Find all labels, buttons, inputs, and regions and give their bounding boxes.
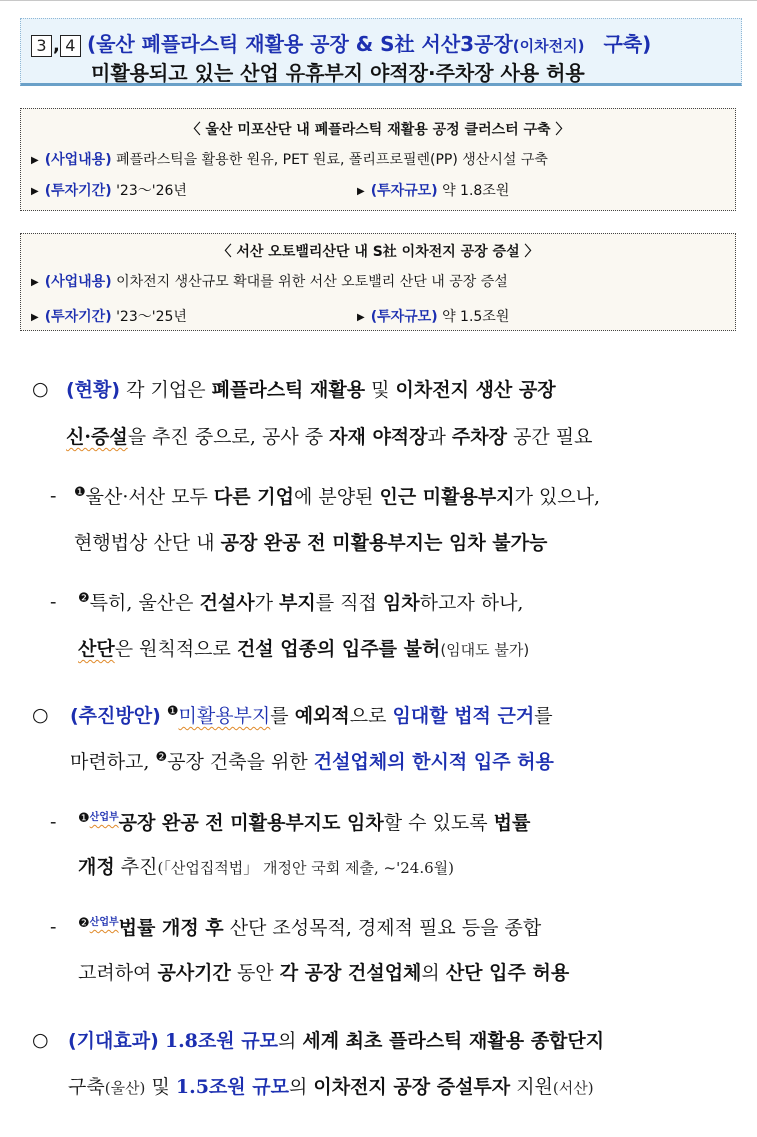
box-row-content: ▶ (사업내용) 폐플라스틱을 활용한 원유, PET 원료, 폴리프로필렌(PP) 생산시설 구축 [31, 152, 548, 168]
sub-item-4-line-1: $^{❷산업부}$법률 개정 후 산단 조성목적, 경제적 필요 등을 종합 [78, 916, 542, 939]
plan-tag: (추진방안) [70, 705, 161, 727]
header-title: (울산 폐플라스틱 재활용 공장 & S社 서산3공장 [86, 32, 513, 56]
dash-bullet: - [50, 916, 57, 938]
header-title-paren: (이차전지) [512, 37, 585, 55]
sub-item-4-line-2: 고려하여 공사기간 동안 각 공장 건설업체의 산단 입주 허용 [78, 962, 570, 984]
dash-bullet: - [50, 485, 57, 507]
box-title: 〈 서산 오토밸리산단 내 S社 이차전지 공장 증설 〉 [217, 244, 539, 260]
box-title: 〈 울산 미포산단 내 폐플라스틱 재활용 공정 클러스터 구축 〉 [186, 122, 570, 138]
sub-item-2-line-2: 산단은 원칙적으로 건설 업종의 입주를 불허(임대도 불가) [78, 638, 530, 660]
header-subtitle: 미활용되고 있는 산업 유휴부지 야적장·주차장 사용 허용 [91, 61, 585, 85]
circle-bullet-icon: ○ [32, 378, 49, 400]
plan-line-1: (추진방안) $^❶$미활용부지를 예외적으로 임대할 법적 근거를 [70, 704, 553, 727]
section-number-4: 4 [60, 35, 81, 57]
triangle-bullet-icon: ▶ [31, 277, 39, 288]
effect-line-2: 구축(울산) 및 1.5조원 규모의 이차전지 공장 증설투자 지원(서산) [68, 1076, 594, 1098]
box-row-content: ▶ (사업내용) 이차전지 생산규모 확대를 위한 서산 오토밸리 산단 내 공장 증설 [31, 274, 508, 290]
info-box-ulsan [20, 108, 736, 211]
ministry-tag: 산업부 [89, 812, 119, 823]
triangle-bullet-icon: ▶ [357, 312, 365, 323]
number-2-icon: ❷ [78, 916, 90, 931]
plan-line-2: 마련하고, $^❷$공장 건축을 위한 건설업체의 한시적 입주 허용 [70, 750, 554, 773]
effect-line-1: (기대효과) 1.8조원 규모의 세계 최초 플라스틱 재활용 종합단지 [68, 1030, 605, 1052]
sub-item-3-line-2: 개정 추진(「산업집적법」 개정안 국회 제출, ~'24.6월) [78, 856, 454, 878]
section-number-3: 3 [31, 35, 52, 57]
effect-tag: (기대효과) [68, 1030, 159, 1052]
box-row-period: ▶ (투자기간) '23〜'25년 [31, 309, 187, 325]
header-title-line [31, 28, 651, 57]
section-header [20, 18, 742, 86]
box-row-scale: ▶ (투자규모) 약 1.8조원 [357, 183, 510, 199]
number-1-icon: ❶ [166, 704, 179, 719]
box-row-period: ▶ (투자기간) '23〜'26년 [31, 183, 187, 199]
circle-bullet-icon: ○ [32, 1029, 49, 1051]
ministry-tag: 산업부 [89, 917, 119, 928]
status-tag: (현황) [66, 379, 121, 401]
triangle-bullet-icon: ▶ [31, 312, 39, 323]
info-box-seosan [20, 233, 736, 331]
number-1-icon: ❶ [74, 485, 86, 500]
triangle-bullet-icon: ▶ [31, 155, 39, 166]
number-separator: , [53, 35, 60, 56]
status-line-1: (현황) 각 기업은 폐플라스틱 재활용 및 이차전지 생산 공장 [66, 379, 556, 401]
number-1-icon: ❶ [78, 811, 90, 826]
header-title-end: 구축) [603, 32, 652, 56]
number-2-icon: ❷ [155, 750, 168, 765]
number-2-icon: ❷ [78, 591, 90, 606]
triangle-bullet-icon: ▶ [357, 186, 365, 197]
sub-item-1-line-2: 현행법상 산단 내 공장 완공 전 미활용부지는 임차 불가능 [74, 532, 548, 554]
sub-item-2-line-1: $^❷$특히, 울산은 건설사가 부지를 직접 임차하고자 하나, [78, 591, 524, 614]
status-line-2: 신·증설을 추진 중으로, 공사 중 자재 야적장과 주차장 공간 필요 [66, 426, 593, 448]
sub-item-3-line-1: $^{❶산업부}$공장 완공 전 미활용부지도 임차할 수 있도록 법률 [78, 811, 531, 834]
circle-bullet-icon: ○ [32, 704, 49, 726]
sub-item-1-line-1: $^❶$울산·서산 모두 다른 기업에 분양된 인근 미활용부지가 있으나, [74, 485, 601, 508]
dash-bullet: - [50, 811, 57, 833]
dash-bullet: - [50, 591, 57, 613]
top-rule [0, 0, 757, 1]
triangle-bullet-icon: ▶ [31, 186, 39, 197]
box-row-scale: ▶ (투자규모) 약 1.5조원 [357, 309, 510, 325]
